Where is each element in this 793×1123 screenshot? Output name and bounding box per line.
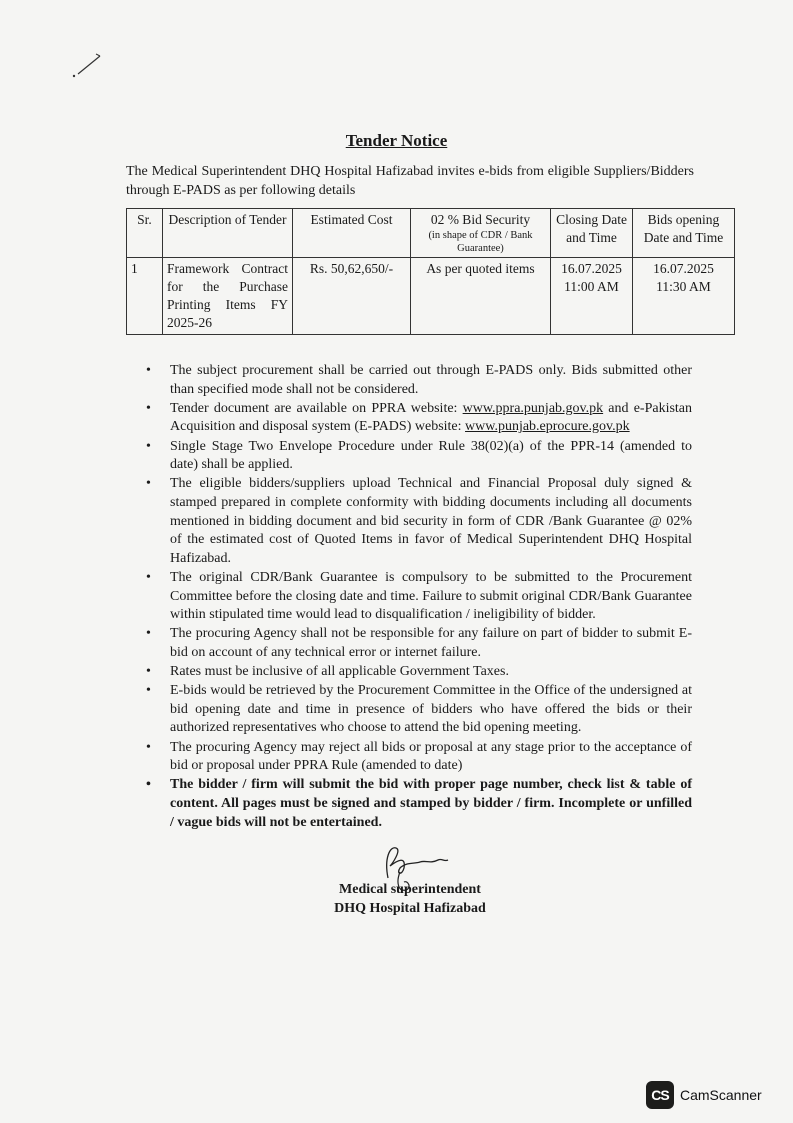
condition-text: The procuring Agency may reject all bids or proposal at any stage prior to the acceptance of bid or proposal under PPRA Rule (amended to date) — [170, 739, 692, 774]
epads-link[interactable]: www.punjab.eprocure.gov.pk — [465, 419, 630, 435]
condition-text: The eligible bidders/suppliers upload Technical and Financial Proposal duly signed & stamped prepared in complete conformity with bidding documents including all documents mentioned in bidding document and bid security in form of CDR /Bank Guarantee @ 02% of the estimated cost of Quoted Items in favor of Medical Superintendent DHQ Hospital Hafizabad. — [170, 476, 692, 566]
bullet-icon: • — [146, 400, 151, 416]
conditions-list — [144, 362, 692, 833]
opening-date: 16.07.2025 — [653, 261, 714, 276]
cell-closing — [551, 258, 633, 335]
header-opening: Bids opening Date and Time — [633, 209, 735, 258]
condition-text: Rates must be inclusive of all applicable Government Taxes. — [170, 664, 509, 680]
header-sr: Sr. — [127, 209, 163, 258]
list-item — [144, 663, 692, 682]
signatory-office: DHQ Hospital Hafizabad — [334, 901, 486, 916]
condition-text: The procuring Agency shall not be responsible for any failure on part of bidder to submit E-bid on account of any technical error or internet failure. — [170, 626, 692, 660]
header-closing: Closing Date and Time — [551, 209, 633, 258]
condition-text: and e-Pakistan Acquisition and disposal system (E-PADS) website: — [170, 400, 693, 435]
cell-estimated-cost: Rs. 50,62,650/- — [293, 258, 411, 335]
tender-table — [126, 208, 735, 335]
bullet-icon: • — [146, 626, 151, 642]
cell-opening — [633, 258, 735, 335]
condition-text: The bidder / firm will submit the bid with proper page number, check list & table of content. All pages must be signed and stamped by bidder / firm. Incomplete or unfilled / vague bids will not be entertained. — [170, 777, 692, 830]
header-bid-security — [411, 209, 551, 258]
closing-date: 16.07.2025 — [561, 261, 622, 276]
list-item — [144, 739, 692, 776]
list-item — [144, 776, 692, 832]
cell-bid-security: As per quoted items — [411, 258, 551, 335]
bullet-icon: • — [146, 363, 151, 378]
table-header-row — [127, 209, 735, 258]
list-item — [144, 362, 692, 399]
intro-paragraph: The Medical Superintendent DHQ Hospital Hafizabad invites e-bids from eligible Suppliers/Bidders through E-PADS as per following details — [126, 164, 694, 198]
list-item — [144, 569, 692, 625]
list-item — [144, 475, 692, 568]
signatory-designation: Medical superintendent — [339, 882, 481, 897]
bullet-icon: • — [146, 739, 151, 755]
header-bid-security-note: (in shape of CDR / Bank Guarantee) — [428, 230, 533, 254]
bullet-icon: • — [146, 569, 151, 585]
page-title: Tender Notice — [345, 131, 448, 150]
condition-text: Tender document are available on PPRA website: — [170, 400, 463, 416]
bullet-icon: • — [146, 476, 151, 492]
bullet-icon: • — [146, 683, 151, 699]
list-item — [144, 400, 692, 437]
list-item — [144, 625, 692, 662]
condition-text: E-bids would be retrieved by the Procurement Committee in the Office of the undersigned at bid opening date and time in presence of bidders who have offered the bids or their authorized representatives who choose to attend the bid opening meeting. — [170, 683, 692, 736]
list-item — [144, 682, 692, 738]
table-row — [127, 258, 735, 335]
ppra-link[interactable]: www.ppra.punjab.gov.pk — [462, 400, 604, 416]
cell-description: Framework Contract for the Purchase Printing Items FY 2025-26 — [163, 258, 293, 335]
bullet-icon: • — [146, 438, 151, 454]
condition-text: The subject procurement shall be carried out through E-PADS only. Bids submitted other than specified mode shall not be considered. — [170, 363, 692, 397]
camscanner-label: CamScanner — [680, 1087, 762, 1103]
header-bid-security-label: 02 % Bid Security — [430, 212, 531, 227]
header-estimated-cost: Estimated Cost — [293, 209, 411, 258]
cell-sr: 1 — [127, 258, 163, 335]
condition-text: Single Stage Two Envelope Procedure under Rule 38(02)(a) of the PPR-14 (amended to date) shall be applied. — [170, 438, 692, 473]
header-description: Description of Tender — [163, 209, 293, 258]
camscanner-logo-icon: CS — [646, 1081, 674, 1109]
condition-text: The original CDR/Bank Guarantee is compulsory to be submitted to the Procurement Committee before the closing date and time. Failure to submit original CDR/Bank Guarantee within stipulated time would lead to disqualification / ineligibility of bidder. — [170, 569, 692, 623]
opening-time: 11:30 AM — [656, 279, 711, 294]
bullet-icon: • — [146, 664, 151, 680]
list-item — [144, 438, 692, 475]
camscanner-badge — [646, 1081, 762, 1109]
signature-block — [300, 880, 520, 918]
closing-time: 11:00 AM — [564, 279, 619, 294]
bullet-icon: • — [146, 777, 151, 793]
pen-mark — [70, 50, 110, 80]
